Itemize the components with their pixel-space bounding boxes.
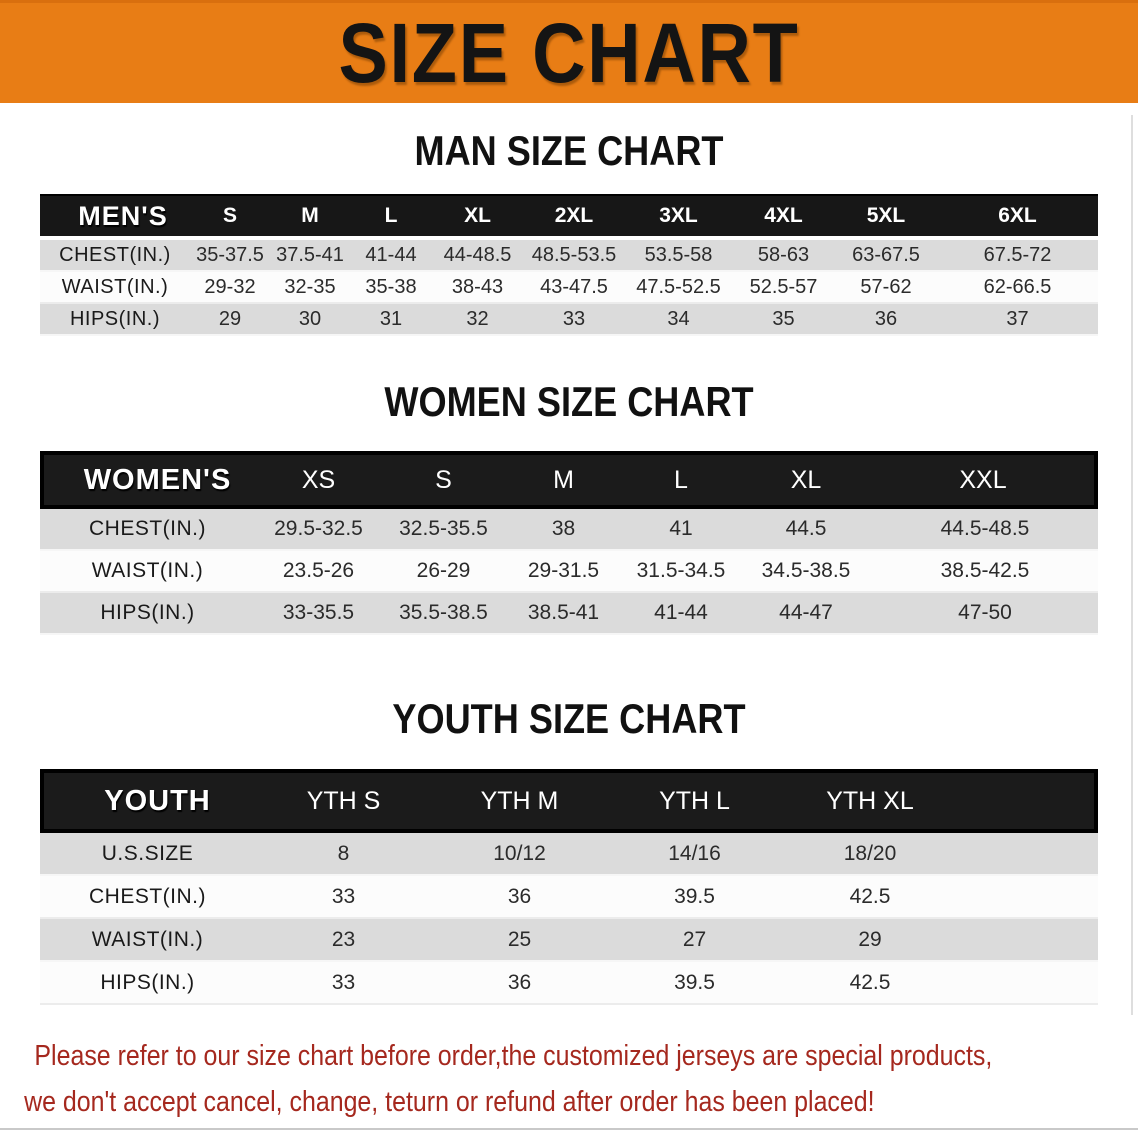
men-section-heading: MAN SIZE CHART [414, 127, 724, 174]
size-value-cell: 33 [523, 304, 625, 336]
size-value-cell: 42.5 [782, 962, 958, 1005]
size-value-cell: 27 [607, 919, 782, 962]
size-value-cell: 44-47 [740, 593, 872, 635]
row-label: WAIST(IN.) [40, 919, 255, 962]
size-value-cell: 31.5-34.5 [622, 551, 740, 593]
size-value-cell: 29 [190, 304, 270, 336]
size-value-cell: 36 [835, 304, 937, 336]
size-value-cell: 44.5 [740, 509, 872, 551]
size-value-cell: 33-35.5 [255, 593, 382, 635]
right-edge-line [1131, 115, 1133, 1015]
col-header: L [622, 451, 740, 509]
col-header: 4XL [732, 194, 835, 240]
table-row [40, 962, 1098, 1005]
col-header: 2XL [523, 194, 625, 240]
size-value-cell: 30 [270, 304, 350, 336]
col-header: 6XL [937, 194, 1098, 240]
table-row [40, 876, 1098, 919]
col-header: YTH XL [782, 769, 958, 833]
col-header: 5XL [835, 194, 937, 240]
size-value-cell: 33 [255, 962, 432, 1005]
size-value-cell: 29.5-32.5 [255, 509, 382, 551]
size-value-cell: 37.5-41 [270, 240, 350, 272]
row-label: U.S.SIZE [40, 833, 255, 876]
table-row [40, 919, 1098, 962]
size-value-cell: 10/12 [432, 833, 607, 876]
size-value-cell: 8 [255, 833, 432, 876]
table-row [40, 272, 1098, 304]
size-value-cell: 36 [432, 876, 607, 919]
disclaimer-line-2: we don't accept cancel, change, teturn or refund after order has been placed! [24, 1086, 875, 1118]
size-value-cell: 35.5-38.5 [382, 593, 505, 635]
size-value-cell: 38 [505, 509, 622, 551]
row-label: WAIST(IN.) [40, 551, 255, 593]
disclaimer-line-1: Please refer to our size chart before order,the customized jerseys are special products, [34, 1040, 993, 1072]
row-label: HIPS(IN.) [40, 304, 190, 336]
bottom-edge-line [0, 1128, 1138, 1130]
col-header: YTH L [607, 769, 782, 833]
col-header: M [505, 451, 622, 509]
table-row [40, 551, 1098, 593]
size-value-cell: 35-38 [350, 272, 432, 304]
col-header: S [382, 451, 505, 509]
row-label: CHEST(IN.) [40, 509, 255, 551]
youth-header-row [40, 769, 1098, 833]
size-value-cell: 29-31.5 [505, 551, 622, 593]
size-value-cell: 52.5-57 [732, 272, 835, 304]
size-value-cell: 39.5 [607, 876, 782, 919]
banner [0, 0, 1138, 103]
size-value-cell: 23 [255, 919, 432, 962]
size-value-cell: 41-44 [350, 240, 432, 272]
women-table-corner-label: WOMEN'S [40, 451, 255, 509]
size-value-cell: 23.5-26 [255, 551, 382, 593]
size-value-cell: 63-67.5 [835, 240, 937, 272]
row-label: CHEST(IN.) [40, 240, 190, 272]
size-value-cell: 37 [937, 304, 1098, 336]
table-row [40, 833, 1098, 876]
size-value-cell: 53.5-58 [625, 240, 732, 272]
size-value-cell: 29-32 [190, 272, 270, 304]
women-header-row [40, 451, 1098, 509]
women-size-table [40, 451, 1098, 635]
size-value-cell: 32-35 [270, 272, 350, 304]
table-row [40, 509, 1098, 551]
women-section-heading: WOMEN SIZE CHART [384, 378, 754, 425]
size-value-cell: 41 [622, 509, 740, 551]
size-value-cell: 32 [432, 304, 523, 336]
row-label: HIPS(IN.) [40, 593, 255, 635]
row-label: WAIST(IN.) [40, 272, 190, 304]
size-value-cell: 62-66.5 [937, 272, 1098, 304]
spacer-cell [958, 962, 1098, 1005]
size-value-cell: 39.5 [607, 962, 782, 1005]
size-value-cell: 26-29 [382, 551, 505, 593]
spacer-cell [958, 769, 1098, 833]
table-row [40, 593, 1098, 635]
size-value-cell: 44.5-48.5 [872, 509, 1098, 551]
size-value-cell: 38.5-42.5 [872, 551, 1098, 593]
col-header: L [350, 194, 432, 240]
size-value-cell: 25 [432, 919, 607, 962]
disclaimer-note [0, 1033, 1138, 1125]
col-header: YTH S [255, 769, 432, 833]
size-value-cell: 58-63 [732, 240, 835, 272]
size-value-cell: 67.5-72 [937, 240, 1098, 272]
men-header-row [40, 194, 1098, 240]
size-value-cell: 34.5-38.5 [740, 551, 872, 593]
size-value-cell: 34 [625, 304, 732, 336]
youth-size-table [40, 769, 1098, 1005]
spacer-cell [958, 919, 1098, 962]
youth-section-heading: YOUTH SIZE CHART [392, 695, 746, 742]
col-header: YTH M [432, 769, 607, 833]
col-header: S [190, 194, 270, 240]
size-value-cell: 41-44 [622, 593, 740, 635]
size-value-cell: 44-48.5 [432, 240, 523, 272]
row-label: HIPS(IN.) [40, 962, 255, 1005]
size-value-cell: 35-37.5 [190, 240, 270, 272]
size-value-cell: 31 [350, 304, 432, 336]
size-value-cell: 32.5-35.5 [382, 509, 505, 551]
size-value-cell: 36 [432, 962, 607, 1005]
size-value-cell: 47.5-52.5 [625, 272, 732, 304]
spacer-cell [958, 833, 1098, 876]
page-title: SIZE CHART [338, 6, 800, 100]
col-header: XS [255, 451, 382, 509]
col-header: 3XL [625, 194, 732, 240]
col-header: M [270, 194, 350, 240]
size-value-cell: 33 [255, 876, 432, 919]
size-value-cell: 47-50 [872, 593, 1098, 635]
size-value-cell: 29 [782, 919, 958, 962]
col-header: XL [432, 194, 523, 240]
men-size-table [40, 194, 1098, 336]
col-header: XL [740, 451, 872, 509]
col-header: XXL [872, 451, 1098, 509]
row-label: CHEST(IN.) [40, 876, 255, 919]
youth-table-corner-label: YOUTH [40, 769, 255, 833]
size-value-cell: 38-43 [432, 272, 523, 304]
size-value-cell: 38.5-41 [505, 593, 622, 635]
size-value-cell: 35 [732, 304, 835, 336]
size-value-cell: 42.5 [782, 876, 958, 919]
size-value-cell: 14/16 [607, 833, 782, 876]
size-value-cell: 18/20 [782, 833, 958, 876]
table-row [40, 240, 1098, 272]
size-value-cell: 43-47.5 [523, 272, 625, 304]
table-row [40, 304, 1098, 336]
size-value-cell: 48.5-53.5 [523, 240, 625, 272]
size-value-cell: 57-62 [835, 272, 937, 304]
spacer-cell [958, 876, 1098, 919]
men-table-corner-label: MEN'S [40, 194, 190, 240]
